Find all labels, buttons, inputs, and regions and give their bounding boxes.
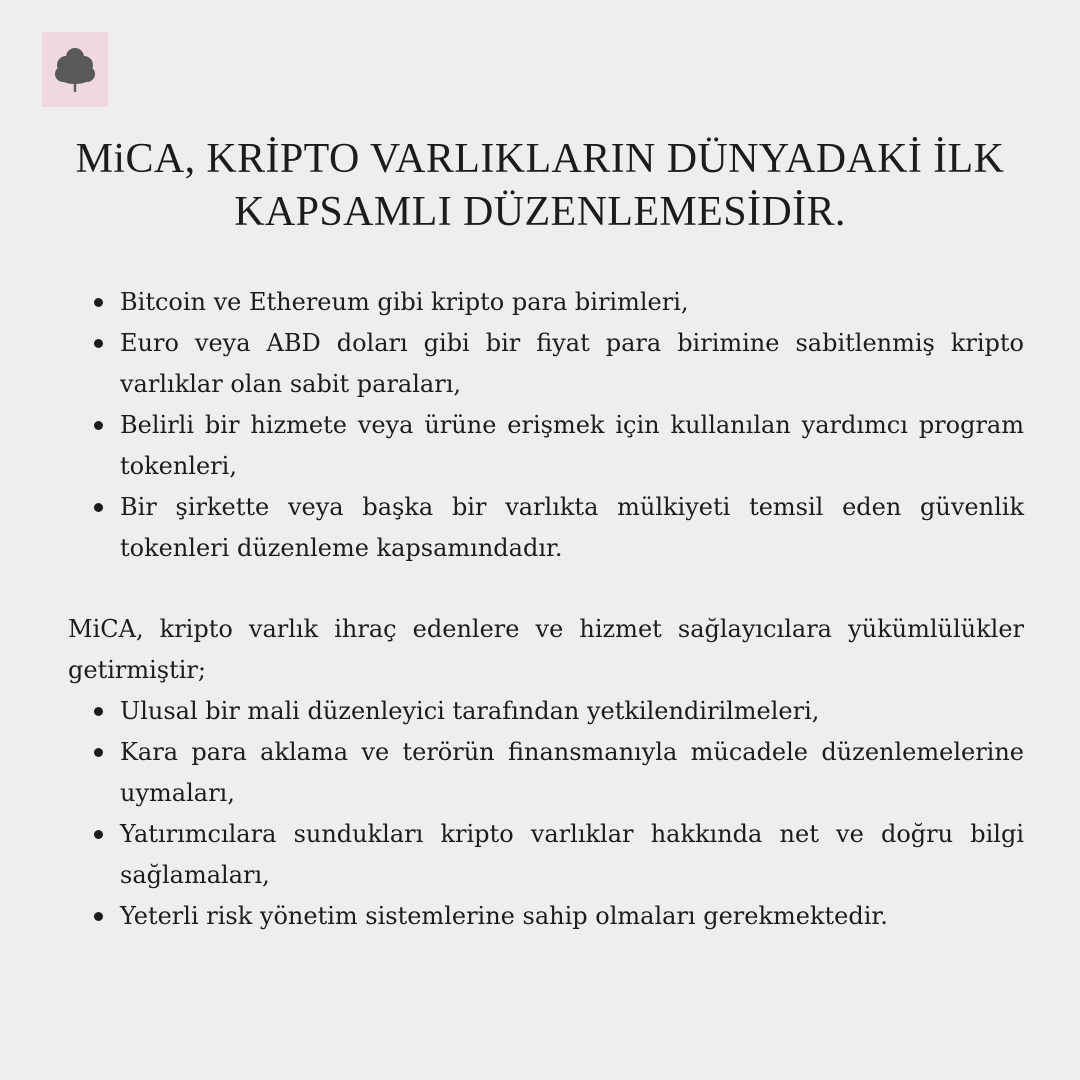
obligations-intro: MiCA, kripto varlık ihraç edenlere ve hizmet sağlayıcılara yükümlülükler getirmiştir; — [68, 615, 1024, 684]
tree-icon — [53, 45, 97, 95]
list-item: Yeterli risk yönetim sistemlerine sahip olmaları gerekmektedir. — [68, 896, 1024, 937]
list-item: Bir şirkette veya başka bir varlıkta mülkiyeti temsil eden güvenlik tokenleri düzenleme kapsamındadır. — [68, 487, 1024, 569]
list-item: Yatırımcılara sundukları kripto varlıklar hakkında net ve doğru bilgi sağlamaları, — [68, 814, 1024, 896]
list-item: Kara para aklama ve terörün finansmanıyla mücadele düzenlemelerine uymaları, — [68, 732, 1024, 814]
list-item: Belirli bir hizmete veya ürüne erişmek için kullanılan yardımcı program tokenleri, — [68, 405, 1024, 487]
list-item: Bitcoin ve Ethereum gibi kripto para birimleri, — [68, 282, 1024, 323]
main-content — [68, 282, 1024, 937]
scope-list — [68, 282, 1024, 569]
list-item: Ulusal bir mali düzenleyici tarafından yetkilendirilmeleri, — [68, 691, 1024, 732]
list-item: Euro veya ABD doları gibi bir fiyat para birimine sabitlenmiş kripto varlıklar olan sabit paraları, — [68, 323, 1024, 405]
logo — [42, 32, 108, 107]
obligations-list — [68, 691, 1024, 937]
page-title: MiCA, KRİPTO VARLIKLARIN DÜNYADAKİ İLK KAPSAMLI DÜZENLEMESİDİR. — [75, 136, 1005, 235]
